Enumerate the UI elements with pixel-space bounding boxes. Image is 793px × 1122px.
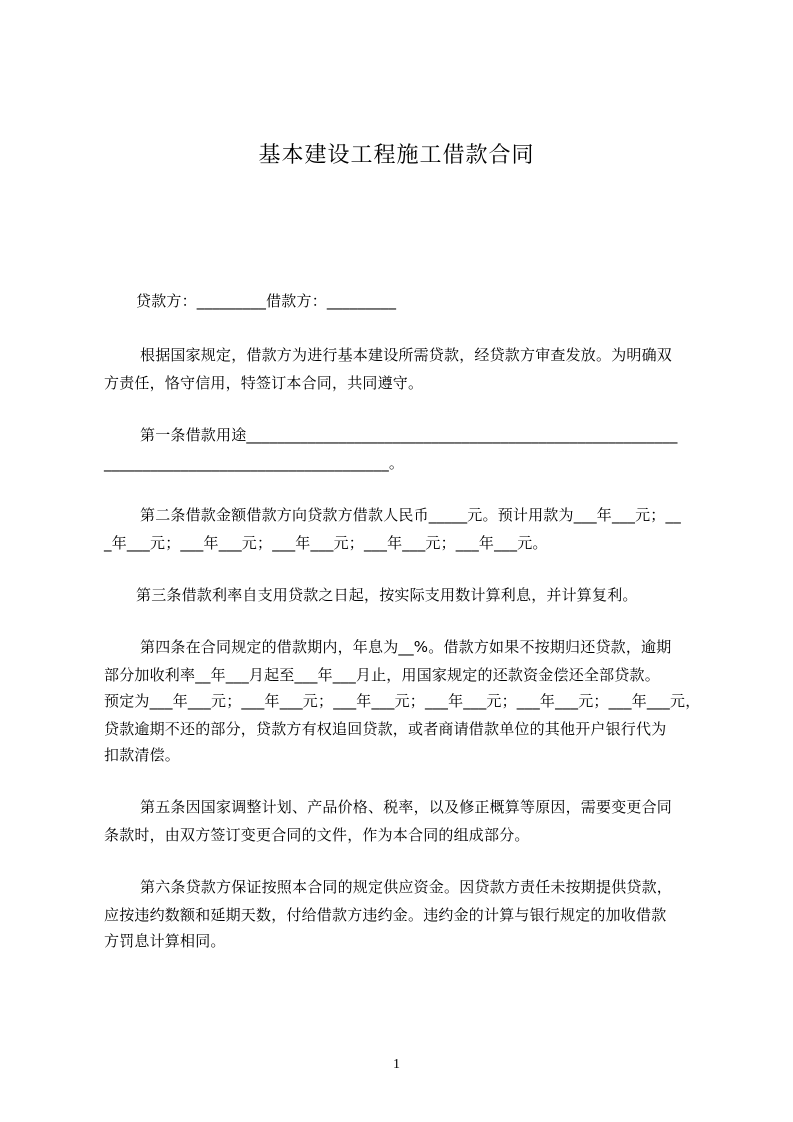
article1-line-1: 第一条借款用途________________________________________________________	[140, 426, 678, 444]
article5-line-1: 第五条因国家调整计划、产品价格、税率，以及修正概算等原因，需要变更合同	[140, 798, 673, 816]
article5-line-2: 条款时，由双方签订变更合同的文件，作为本合同的组成部分。	[104, 826, 530, 844]
article6-line-2: 应按违约数额和延期天数，付给借款方违约金。违约金的计算与银行规定的加收借款	[104, 906, 667, 924]
article4-line-4: 贷款逾期不还的部分，贷款方有权追回贷款，或者商请借款单位的其他开户银行代为	[104, 720, 667, 738]
article4-line-5: 扣款清偿。	[104, 746, 181, 764]
article2-line-1: 第二条借款金额借款方向贷款方借款人民币_____元。预计用款为___年___元；__	[140, 506, 681, 524]
parties-line: 贷款方：_________借款方：_________	[136, 292, 397, 310]
article4-line-1: 第四条在合同规定的借款期内，年息为__%。借款方如果不按期归还贷款，逾期	[140, 638, 672, 656]
intro-line-1: 根据国家规定，借款方为进行基本建设所需贷款，经贷款方审查发放。为明确双	[140, 346, 673, 364]
page-number: 1	[393, 1057, 400, 1072]
article4-line-2: 部分加收利率__年___月起至___年___月止，用国家规定的还款资金偿还全部贷款。	[104, 666, 660, 684]
article6-line-3: 方罚息计算相同。	[104, 932, 226, 950]
article4-line-3: 预定为___年___元；___年___元；___年___元；___年___元；___年___元；___年___元，	[104, 692, 701, 710]
article1-line-2: _____________________________________。	[104, 454, 405, 472]
document-title: 基本建设工程施工借款合同	[258, 143, 535, 168]
article2-line-2: _年___元；___年___元；___年___元；___年___元；___年___元。	[104, 534, 548, 552]
intro-line-2: 方责任，恪守信用，特签订本合同，共同遵守。	[104, 374, 424, 392]
article3-line-1: 第三条借款利率自支用贷款之日起，按实际支用数计算利息，并计算复利。	[136, 586, 638, 604]
article6-line-1: 第六条贷款方保证按照本合同的规定供应资金。因贷款方责任未按期提供贷款，	[140, 878, 673, 896]
